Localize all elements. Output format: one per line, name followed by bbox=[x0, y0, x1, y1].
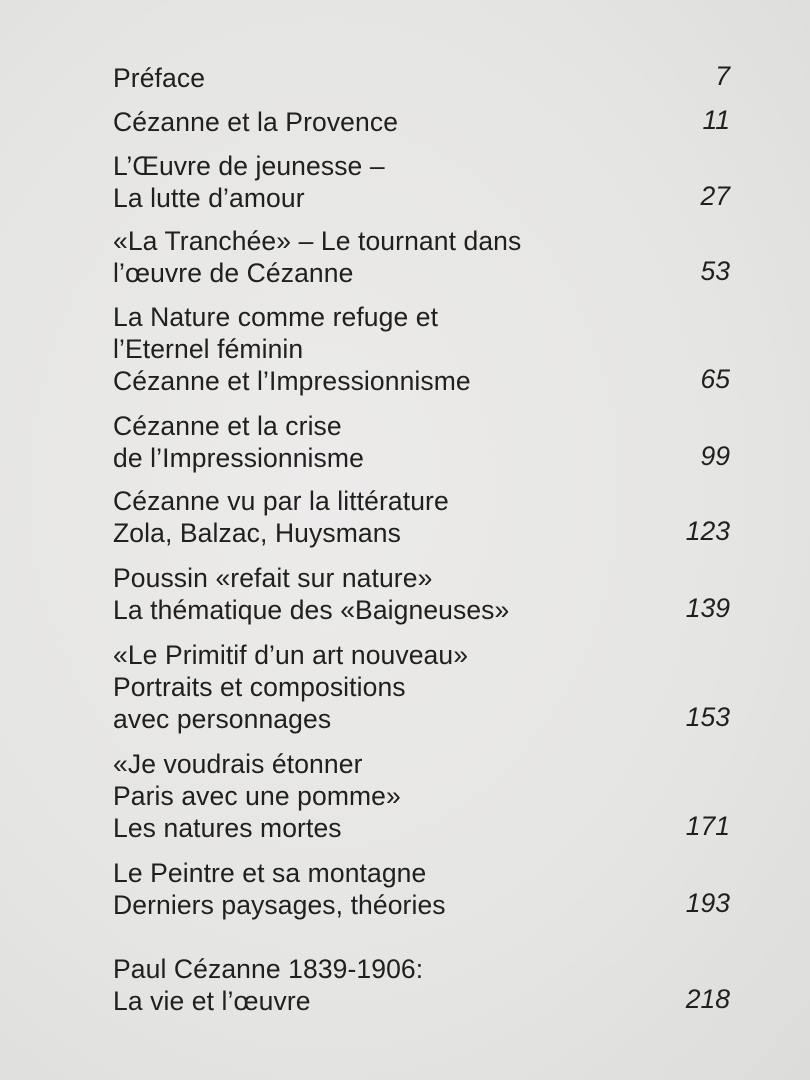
toc-entry-page-number: 99 bbox=[700, 441, 730, 471]
toc-entry-title-line: de l’Impressionnisme bbox=[113, 443, 364, 473]
toc-entry-title-line: avec personnages bbox=[113, 704, 332, 734]
toc-entry-title-line: Cézanne et l’Impressionnisme bbox=[113, 366, 471, 396]
toc-entry-page-number: 123 bbox=[685, 516, 730, 546]
toc-entry-title-line: Derniers paysages, théories bbox=[113, 890, 446, 920]
toc-entry-title-line: La vie et l’œuvre bbox=[113, 986, 311, 1016]
toc-entry-page-number: 171 bbox=[685, 811, 730, 841]
toc-entry-title-line: Zola, Balzac, Huysmans bbox=[113, 518, 401, 548]
toc-entry-title-line: Paul Cézanne 1839-1906: bbox=[113, 954, 424, 984]
toc-entry-page-number: 153 bbox=[685, 702, 730, 732]
toc-entry-title-line: L’Œuvre de jeunesse – bbox=[113, 151, 385, 181]
toc-entry-title-line: l’œuvre de Cézanne bbox=[113, 258, 354, 288]
toc-entry-title-line: La Nature comme refuge et bbox=[113, 302, 439, 332]
toc-entry-title-line: «Le Primitif d’un art nouveau» bbox=[113, 640, 469, 670]
toc-entry-title-line: Cézanne et la crise bbox=[113, 411, 342, 441]
toc-entry-page-number: 218 bbox=[685, 984, 730, 1014]
toc-entry-page-number: 27 bbox=[700, 181, 730, 211]
toc-entry-title-line: l’Eternel féminin bbox=[113, 334, 304, 364]
toc-entry-page-number: 11 bbox=[702, 105, 730, 135]
toc-entry-title-line: Paris avec une pomme» bbox=[113, 781, 401, 811]
toc-entry-title-line: Cézanne vu par la littérature bbox=[113, 486, 449, 516]
toc-entry-page-number: 139 bbox=[685, 593, 730, 623]
toc-entry-title-line: Préface bbox=[113, 63, 206, 93]
toc-entry-page-number: 7 bbox=[715, 61, 730, 91]
toc-entry-title-line: La thématique des «Baigneuses» bbox=[113, 595, 510, 625]
toc-entry-title-line: Le Peintre et sa montagne bbox=[113, 858, 427, 888]
toc-entry-title-line: «Je voudrais étonner bbox=[113, 749, 363, 779]
toc-entry-title-line: Portraits et compositions bbox=[113, 672, 406, 702]
toc-entry-page-number: 53 bbox=[700, 256, 730, 286]
toc-entry-title-line: «La Tranchée» – Le tournant dans bbox=[113, 226, 522, 256]
toc-entry-page-number: 193 bbox=[685, 888, 730, 918]
toc-entry-title-line: La lutte d’amour bbox=[113, 183, 305, 213]
toc-entry-title-line: Poussin «refait sur nature» bbox=[113, 563, 433, 593]
toc-entry-page-number: 65 bbox=[700, 364, 730, 394]
toc-entry-title-line: Les natures mortes bbox=[113, 813, 342, 843]
toc-entry-title-line: Cézanne et la Provence bbox=[113, 107, 399, 137]
